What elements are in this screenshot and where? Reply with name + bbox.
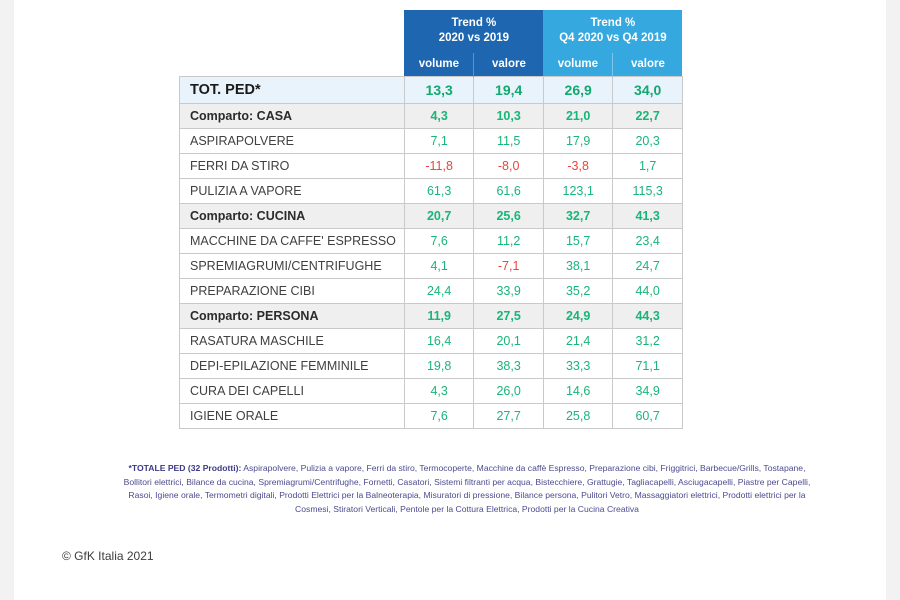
row-label: MACCHINE DA CAFFE' ESPRESSO — [180, 229, 405, 254]
row-value: 44,0 — [613, 279, 683, 304]
table-row — [180, 329, 683, 354]
row-value: 7,6 — [404, 404, 474, 429]
row-value: 1,7 — [613, 154, 683, 179]
row-value: 15,7 — [543, 229, 613, 254]
row-label: SPREMIAGRUMI/CENTRIFUGHE — [180, 254, 405, 279]
row-value: 21,4 — [543, 329, 613, 354]
row-value: 20,7 — [404, 204, 474, 229]
header-blank-cell — [180, 10, 405, 53]
row-value: 38,3 — [474, 354, 544, 379]
row-value: -3,8 — [543, 154, 613, 179]
row-value: 26,9 — [543, 77, 613, 104]
right-margin — [886, 0, 900, 600]
row-value: 21,0 — [543, 104, 613, 129]
row-label: IGIENE ORALE — [180, 404, 405, 429]
row-value: 24,7 — [613, 254, 683, 279]
row-value: 38,1 — [543, 254, 613, 279]
row-value: 23,4 — [613, 229, 683, 254]
row-value: 61,6 — [474, 179, 544, 204]
trend-table — [179, 10, 683, 429]
table-row — [180, 304, 683, 329]
header-group-q4-2020-vs-q4-2019 — [543, 10, 682, 53]
row-value: 4,3 — [404, 379, 474, 404]
left-margin — [0, 0, 14, 600]
row-value: 31,2 — [613, 329, 683, 354]
row-value: 7,1 — [404, 129, 474, 154]
row-value: 35,2 — [543, 279, 613, 304]
row-value: 20,1 — [474, 329, 544, 354]
row-value: 34,0 — [613, 77, 683, 104]
row-value: 10,3 — [474, 104, 544, 129]
row-value: 11,9 — [404, 304, 474, 329]
row-value: 24,9 — [543, 304, 613, 329]
footnote — [114, 462, 820, 516]
row-value: 14,6 — [543, 379, 613, 404]
table-row — [180, 404, 683, 429]
header-group-1-line1: Trend % — [451, 17, 497, 29]
row-value: 11,2 — [474, 229, 544, 254]
row-label: FERRI DA STIRO — [180, 154, 405, 179]
row-value: 4,1 — [404, 254, 474, 279]
row-value: 26,0 — [474, 379, 544, 404]
row-label: PULIZIA A VAPORE — [180, 179, 405, 204]
row-value: 22,7 — [613, 104, 683, 129]
row-label: RASATURA MASCHILE — [180, 329, 405, 354]
row-value: 33,3 — [543, 354, 613, 379]
row-value: 41,3 — [613, 204, 683, 229]
table-row — [180, 354, 683, 379]
row-value: 123,1 — [543, 179, 613, 204]
header-row-subcolumns — [180, 53, 683, 77]
row-value: 25,8 — [543, 404, 613, 429]
row-value: 27,5 — [474, 304, 544, 329]
table-row — [180, 204, 683, 229]
row-value: 60,7 — [613, 404, 683, 429]
copyright-text: © GfK Italia 2021 — [62, 549, 154, 563]
row-label: CURA DEI CAPELLI — [180, 379, 405, 404]
slide-canvas — [14, 0, 886, 600]
header-col-volume-2: volume — [543, 53, 613, 77]
row-label: Comparto: PERSONA — [180, 304, 405, 329]
footnote-bold-prefix: *TOTALE PED (32 Prodotti): — [128, 463, 242, 473]
footnote-text: Aspirapolvere, Pulizia a vapore, Ferri da stiro, Termocoperte, Macchine da caffè Espresso, Preparazione cibi, Friggitrici, Barbecue/Grills, Tostapane, Bollitori elettrici, Bilance da cucina, Spremiagrumi/Centrifughe, Fornetti, Casatori, Sistemi filtranti per acqua, Bistecchiere, Grattugie, Tagliacapelli, Asciugacapelli, Piastre per Capelli, Rasoi, Igiene orale, Termometri digitali, Prodotti Elettrici per la Balneoterapia, Misuratori di pressione, Bilance persona, Pulitori Vetro, Massaggiatori elettrici, Prodotti elettrici per la Cosmesi, Stiratori Verticali, Pentole per la Cottura Elettrica, Prodotti per la Cucina Creativa — [123, 463, 811, 514]
table-row — [180, 279, 683, 304]
header-col-volume-1: volume — [404, 53, 474, 77]
row-value: 32,7 — [543, 204, 613, 229]
header-col-valore-1: valore — [474, 53, 544, 77]
header-group-2-line2: Q4 2020 vs Q4 2019 — [559, 32, 667, 44]
row-label: ASPIRAPOLVERE — [180, 129, 405, 154]
row-value: 25,6 — [474, 204, 544, 229]
row-value: -11,8 — [404, 154, 474, 179]
row-value: 11,5 — [474, 129, 544, 154]
row-value: -8,0 — [474, 154, 544, 179]
row-value: 16,4 — [404, 329, 474, 354]
row-value: 4,3 — [404, 104, 474, 129]
row-value: 115,3 — [613, 179, 683, 204]
table-header — [180, 10, 683, 77]
table-row — [180, 129, 683, 154]
row-value: 44,3 — [613, 304, 683, 329]
header-blank-cell-2 — [180, 53, 405, 77]
header-col-valore-2: valore — [613, 53, 683, 77]
row-label: TOT. PED* — [180, 77, 405, 104]
header-row-groups — [180, 10, 683, 53]
row-value: 27,7 — [474, 404, 544, 429]
row-label: DEPI-EPILAZIONE FEMMINILE — [180, 354, 405, 379]
row-label: Comparto: CUCINA — [180, 204, 405, 229]
table-row — [180, 77, 683, 104]
row-value: 34,9 — [613, 379, 683, 404]
row-value: 24,4 — [404, 279, 474, 304]
table-row — [180, 104, 683, 129]
table-row — [180, 254, 683, 279]
row-value: 20,3 — [613, 129, 683, 154]
row-value: 17,9 — [543, 129, 613, 154]
row-value: -7,1 — [474, 254, 544, 279]
row-value: 7,6 — [404, 229, 474, 254]
header-group-1-line2: 2020 vs 2019 — [438, 32, 510, 44]
table-row — [180, 154, 683, 179]
row-value: 13,3 — [404, 77, 474, 104]
row-label: PREPARAZIONE CIBI — [180, 279, 405, 304]
row-value: 33,9 — [474, 279, 544, 304]
row-value: 61,3 — [404, 179, 474, 204]
table-row — [180, 179, 683, 204]
header-group-2-line1: Trend % — [590, 17, 636, 29]
row-value: 19,4 — [474, 77, 544, 104]
row-label: Comparto: CASA — [180, 104, 405, 129]
header-group-2020-vs-2019 — [404, 10, 543, 53]
table-row — [180, 379, 683, 404]
table-row — [180, 229, 683, 254]
row-value: 19,8 — [404, 354, 474, 379]
row-value: 71,1 — [613, 354, 683, 379]
table-body — [180, 77, 683, 429]
